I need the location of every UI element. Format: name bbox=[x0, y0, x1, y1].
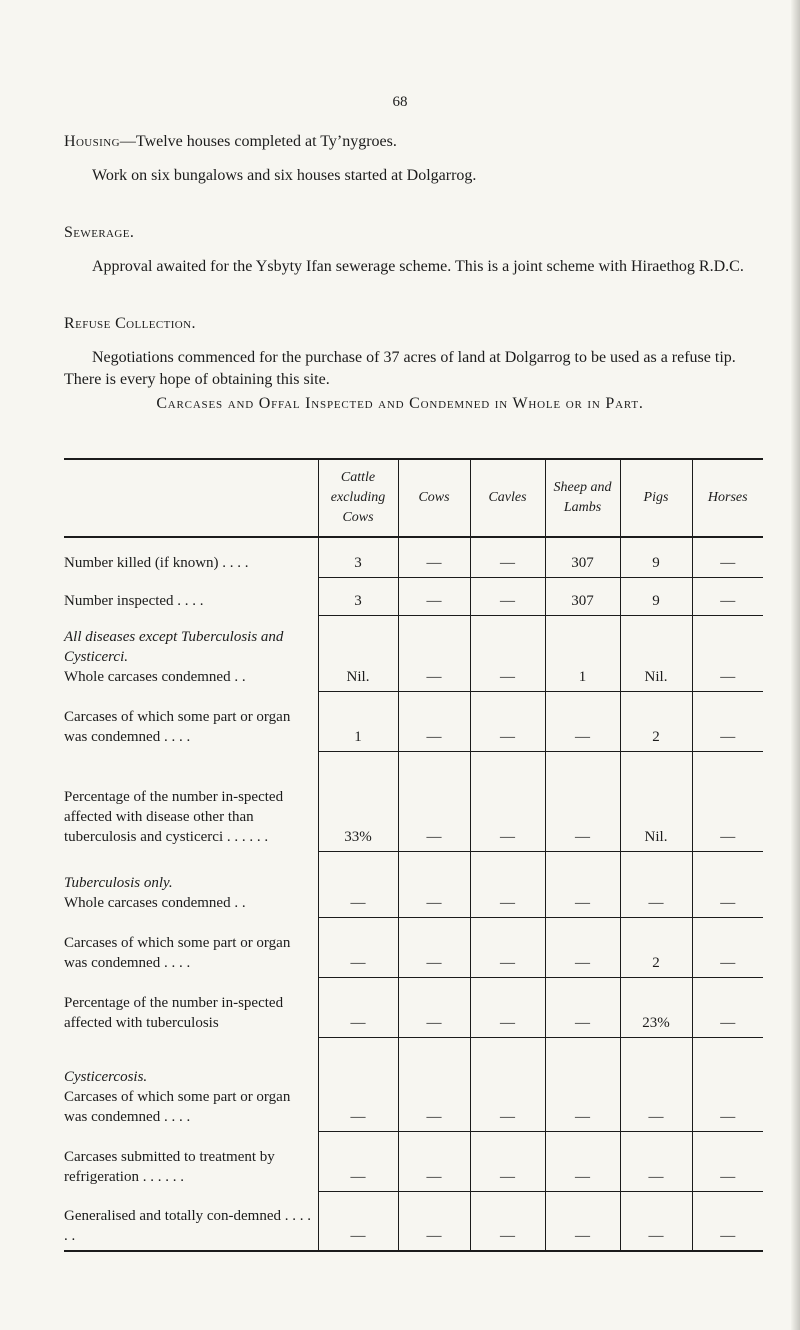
cell: Nil. bbox=[620, 615, 692, 691]
cell: — bbox=[692, 1131, 763, 1191]
row-label-group bbox=[64, 851, 318, 917]
cell: — bbox=[470, 977, 545, 1037]
cell: — bbox=[545, 751, 620, 851]
refuse-text: Negotiations commenced for the purchase of 37 acres of land at Dolgarrog to be used as a refuse tip. There is every hope of obtaining this site. bbox=[64, 349, 736, 388]
housing-text: —Twelve houses completed at Ty’nygroes. bbox=[119, 133, 397, 150]
housing-heading: Housing bbox=[64, 133, 120, 150]
cell: — bbox=[318, 977, 398, 1037]
cell: Nil. bbox=[318, 615, 398, 691]
cell: — bbox=[692, 691, 763, 751]
row-label: Carcases of which some part or organ was condemned . . . . bbox=[64, 1089, 291, 1125]
cell: — bbox=[545, 917, 620, 977]
sewerage-text: Approval awaited for the Ysbyty Ifan sewerage scheme. This is a joint scheme with Hiraethog R.D.C. bbox=[92, 258, 744, 275]
cell: — bbox=[398, 1131, 470, 1191]
cell: — bbox=[692, 977, 763, 1037]
cell: — bbox=[470, 615, 545, 691]
cell: — bbox=[398, 577, 470, 615]
cell: — bbox=[692, 851, 763, 917]
cell: 3 bbox=[318, 577, 398, 615]
table-header-row bbox=[64, 459, 763, 537]
table-row bbox=[64, 851, 763, 917]
table-row bbox=[64, 1191, 763, 1251]
table-row bbox=[64, 917, 763, 977]
table-title: Carcases and Offal Inspected and Condemned in Whole or in Part. bbox=[156, 395, 644, 412]
housing-work-text: Work on six bungalows and six houses started at Dolgarrog. bbox=[92, 167, 477, 184]
row-label: Number inspected . . . . bbox=[64, 593, 204, 609]
row-label: Number killed (if known) . . . . bbox=[64, 555, 249, 571]
cell: 9 bbox=[620, 537, 692, 577]
cell: — bbox=[692, 577, 763, 615]
cell: — bbox=[545, 977, 620, 1037]
cell: — bbox=[620, 1191, 692, 1251]
cell: 307 bbox=[545, 537, 620, 577]
cell: — bbox=[318, 1037, 398, 1131]
cell: — bbox=[398, 537, 470, 577]
group-heading: Tuberculosis only. bbox=[64, 875, 173, 891]
cell: — bbox=[398, 1191, 470, 1251]
cell: — bbox=[398, 1037, 470, 1131]
table-row bbox=[64, 1131, 763, 1191]
cell: — bbox=[692, 1037, 763, 1131]
row-label: Carcases of which some part or organ was condemned . . . . bbox=[64, 709, 291, 745]
group-heading: All diseases except Tuberculosis and Cysticerci. bbox=[64, 629, 284, 665]
row-label: Carcases of which some part or organ was condemned . . . . bbox=[64, 935, 291, 971]
cell: — bbox=[318, 851, 398, 917]
cell: — bbox=[620, 851, 692, 917]
sewerage-heading: Sewerage. bbox=[64, 224, 135, 241]
cell: — bbox=[692, 615, 763, 691]
header-cattle: Cattle excluding Cows bbox=[318, 459, 398, 537]
table-row bbox=[64, 537, 763, 577]
cell: — bbox=[470, 691, 545, 751]
cell: — bbox=[545, 691, 620, 751]
table-row bbox=[64, 977, 763, 1037]
cell: — bbox=[398, 977, 470, 1037]
refuse-heading: Refuse Collection. bbox=[64, 315, 196, 332]
cell: — bbox=[470, 577, 545, 615]
cell: — bbox=[318, 917, 398, 977]
cell: — bbox=[692, 1191, 763, 1251]
cell: — bbox=[692, 917, 763, 977]
row-label: Whole carcases condemned . . bbox=[64, 669, 246, 685]
cell: 9 bbox=[620, 577, 692, 615]
row-label: Percentage of the number in-spected affected with tuberculosis bbox=[64, 995, 284, 1031]
cell: — bbox=[470, 1191, 545, 1251]
cell: — bbox=[545, 851, 620, 917]
cell: — bbox=[470, 537, 545, 577]
row-label: Generalised and totally con-demned . . . . . . bbox=[64, 1191, 318, 1251]
cell: — bbox=[398, 751, 470, 851]
header-sheep: Sheep and Lambs bbox=[545, 459, 620, 537]
row-label-group bbox=[64, 615, 318, 691]
housing-paragraph bbox=[64, 131, 770, 153]
cell: Nil. bbox=[620, 751, 692, 851]
cell: — bbox=[398, 851, 470, 917]
cell: 1 bbox=[318, 691, 398, 751]
cell: — bbox=[318, 1131, 398, 1191]
cell: — bbox=[470, 1131, 545, 1191]
row-label: Whole carcases condemned . . bbox=[64, 895, 246, 911]
cell: 307 bbox=[545, 577, 620, 615]
page-edge-shadow bbox=[791, 0, 800, 1330]
header-blank bbox=[64, 459, 318, 537]
carcases-table bbox=[64, 458, 763, 1252]
cell: 2 bbox=[620, 691, 692, 751]
cell: — bbox=[470, 851, 545, 917]
table-row bbox=[64, 691, 763, 751]
cell: — bbox=[620, 1037, 692, 1131]
table-row bbox=[64, 577, 763, 615]
header-pigs: Pigs bbox=[620, 459, 692, 537]
cell: 33% bbox=[318, 751, 398, 851]
cell: — bbox=[470, 917, 545, 977]
cell: — bbox=[470, 1037, 545, 1131]
header-horses: Horses bbox=[692, 459, 763, 537]
group-heading: Cysticercosis. bbox=[64, 1069, 148, 1085]
cell: — bbox=[620, 1131, 692, 1191]
row-label: Carcases submitted to treatment by refrigeration . . . . . . bbox=[64, 1149, 275, 1185]
cell: — bbox=[545, 1191, 620, 1251]
row-label: Percentage of the number in-spected affected with disease other than tuberculosis and cysticerci . . . . . . bbox=[64, 789, 284, 845]
header-cavles: Cavles bbox=[470, 459, 545, 537]
header-cows: Cows bbox=[398, 459, 470, 537]
table-row bbox=[64, 1037, 763, 1131]
table-row bbox=[64, 751, 763, 851]
cell: — bbox=[692, 751, 763, 851]
cell: — bbox=[398, 917, 470, 977]
cell: — bbox=[545, 1131, 620, 1191]
cell: — bbox=[545, 1037, 620, 1131]
cell: 3 bbox=[318, 537, 398, 577]
cell: 1 bbox=[545, 615, 620, 691]
cell: 2 bbox=[620, 917, 692, 977]
cell: — bbox=[470, 751, 545, 851]
page-number: 68 bbox=[392, 94, 408, 110]
cell: 23% bbox=[620, 977, 692, 1037]
table-row bbox=[64, 615, 763, 691]
cell: — bbox=[398, 615, 470, 691]
cell: — bbox=[398, 691, 470, 751]
row-label-group bbox=[64, 1037, 318, 1131]
cell: — bbox=[318, 1191, 398, 1251]
cell: — bbox=[692, 537, 763, 577]
